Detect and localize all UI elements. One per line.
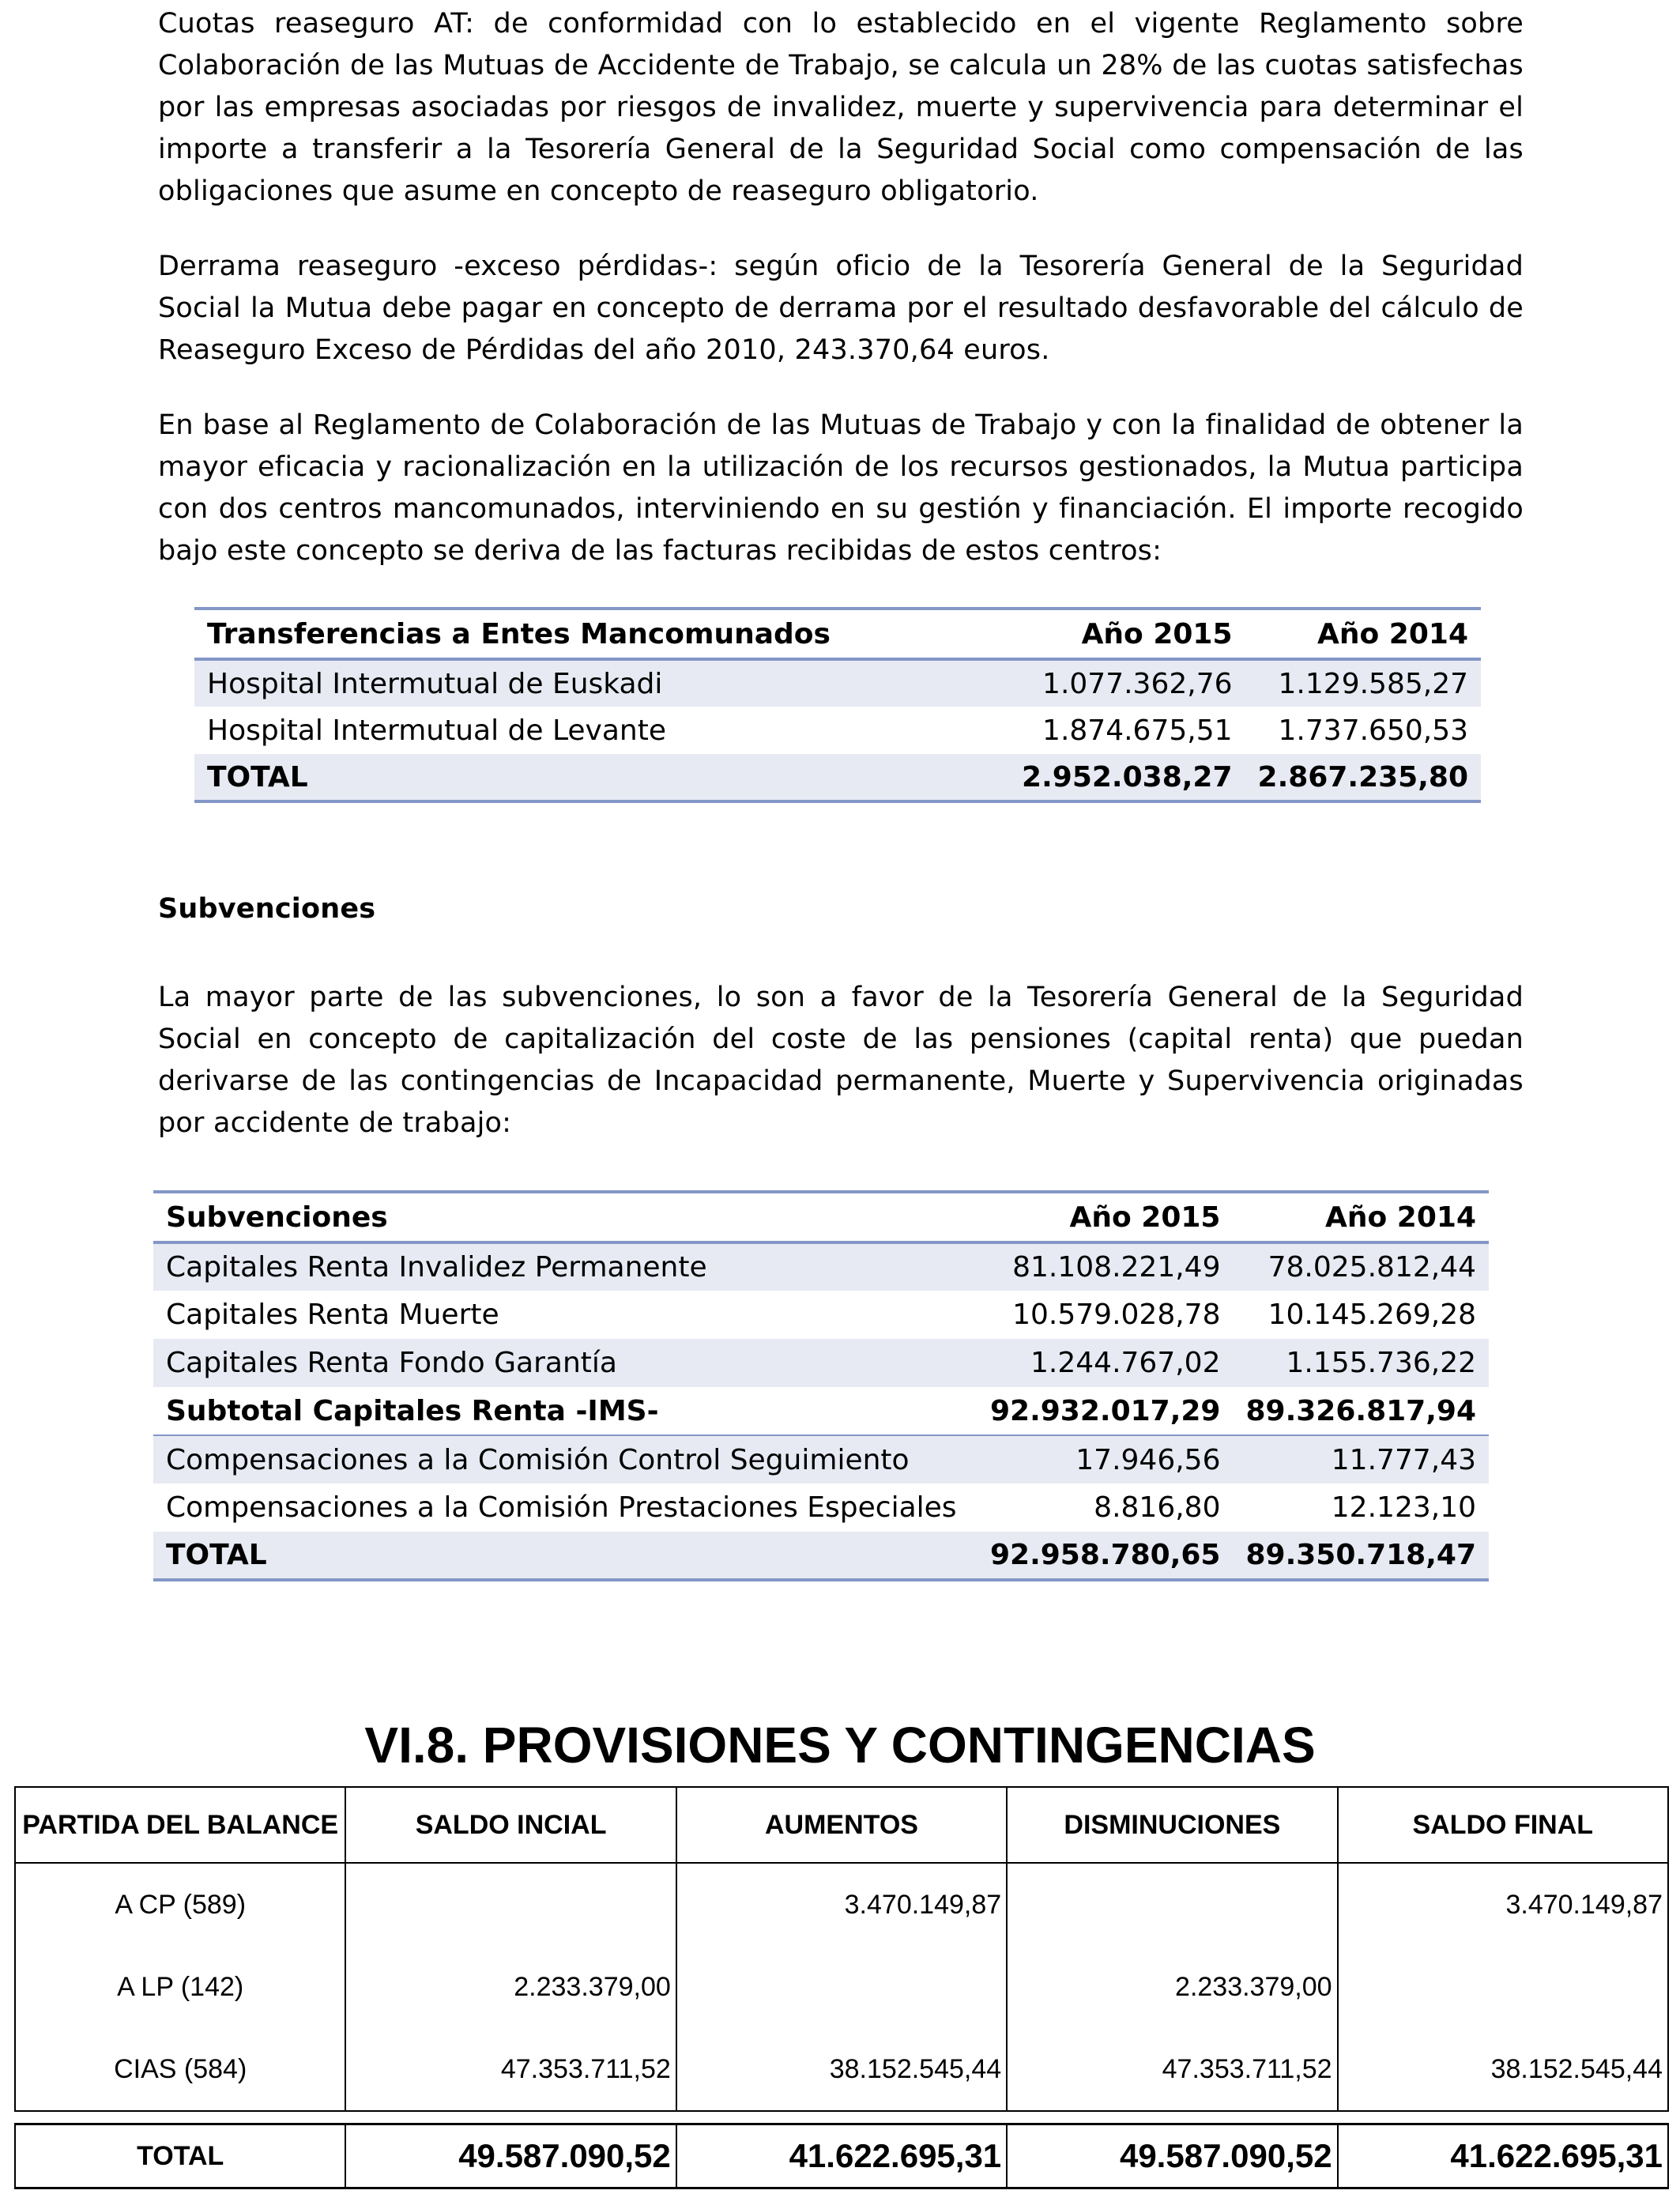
cell-value (676, 1946, 1007, 2028)
provisiones-table (14, 1786, 1669, 2112)
column-header: Año 2014 (1325, 1201, 1476, 1234)
cell-value (1007, 1863, 1337, 1946)
cell-value: 10.579.028,78 (1012, 1299, 1221, 1331)
subvenciones-table (153, 1190, 1489, 1581)
table-row (153, 1483, 1489, 1532)
row-label: Hospital Intermutual de Euskadi (194, 659, 1008, 707)
cell-value: 3.470.149,87 (1338, 1863, 1668, 1946)
cell-value: 12.123,10 (1331, 1491, 1476, 1524)
cell-value: 1.077.362,76 (1008, 659, 1245, 707)
cell-value: 1.244.767,02 (977, 1339, 1234, 1387)
column-header: Año 2014 (1317, 617, 1468, 650)
row-label: A CP (589) (15, 1863, 345, 1946)
subvenciones-heading: Subvenciones (158, 893, 376, 925)
cell-value: 2.867.235,80 (1245, 754, 1481, 801)
table-row (194, 659, 1481, 707)
cell-value: 47.353.711,52 (345, 2028, 676, 2111)
row-label: TOTAL (153, 1532, 977, 1580)
row-label: Capitales Renta Invalidez Permanente (153, 1242, 977, 1291)
total-row (194, 754, 1481, 801)
total-row (153, 1532, 1489, 1580)
column-header: PARTIDA DEL BALANCE (15, 1787, 345, 1863)
table-row (15, 2028, 1668, 2111)
column-header: SALDO INCIAL (345, 1787, 676, 1863)
cell-value: 89.350.718,47 (1233, 1532, 1489, 1580)
row-label: TOTAL (194, 754, 1008, 801)
table-row (15, 1863, 1668, 1946)
cell-value: 41.622.695,31 (676, 2124, 1007, 2188)
cell-value: 41.622.695,31 (1338, 2124, 1668, 2188)
section-title: VI.8. PROVISIONES Y CONTINGENCIAS (364, 1717, 1316, 1774)
cell-value (1338, 1946, 1668, 2028)
row-label: Compensaciones a la Comisión Prestaciones Especiales (166, 1491, 957, 1524)
table-row (194, 707, 1481, 754)
cell-value: 1.129.585,27 (1245, 659, 1481, 707)
cell-value: 89.326.817,94 (1245, 1394, 1476, 1427)
cell-value: 49.587.090,52 (1007, 2124, 1337, 2188)
cell-value (345, 1863, 676, 1946)
transferencias-table (194, 607, 1481, 803)
table-header-row (153, 1192, 1489, 1242)
table-row (153, 1339, 1489, 1387)
subtotal-row (153, 1387, 1489, 1435)
cell-value: 2.952.038,27 (1008, 754, 1245, 801)
row-label: Compensaciones a la Comisión Control Seguimiento (153, 1435, 977, 1483)
paragraph-cuotas-reaseguro: Cuotas reaseguro AT: de conformidad con lo establecido en el vigente Reglamento sobre Colaboración de las Mutuas de Accidente de Trabajo, se calcula un 28% de las cuotas satisfechas por las empresas asociadas por riesgos de invalidez, muerte y supervivencia para determinar el importe a transferir a la Tesorería General de la Seguridad Social como compensación de las obligaciones que asume en concepto de reaseguro obligatorio. (158, 8, 1524, 207)
column-header: Subvenciones (166, 1201, 388, 1234)
row-label: TOTAL (15, 2124, 345, 2188)
column-header: Año 2015 (1081, 617, 1233, 650)
row-label: CIAS (584) (15, 2028, 345, 2111)
row-label: Subtotal Capitales Renta -IMS- (166, 1394, 659, 1427)
column-header: DISMINUCIONES (1007, 1787, 1337, 1863)
cell-value: 1.874.675,51 (1042, 714, 1233, 747)
column-header: Transferencias a Entes Mancomunados (207, 617, 831, 650)
cell-value: 11.777,43 (1233, 1435, 1489, 1483)
cell-value: 78.025.812,44 (1233, 1242, 1489, 1291)
row-label: A LP (142) (15, 1946, 345, 2028)
row-label: Hospital Intermutual de Levante (207, 714, 666, 747)
cell-value: 38.152.545,44 (676, 2028, 1007, 2111)
cell-value: 47.353.711,52 (1007, 2028, 1337, 2111)
column-header: SALDO FINAL (1338, 1787, 1668, 1863)
table-row (153, 1291, 1489, 1339)
cell-value: 17.946,56 (977, 1435, 1234, 1483)
cell-value: 92.932.017,29 (989, 1394, 1221, 1427)
cell-value: 2.233.379,00 (345, 1946, 676, 2028)
cell-value: 3.470.149,87 (676, 1863, 1007, 1946)
cell-value: 81.108.221,49 (977, 1242, 1234, 1291)
row-label: Capitales Renta Muerte (166, 1299, 499, 1331)
cell-value: 10.145.269,28 (1268, 1299, 1476, 1331)
column-header: Año 2015 (1069, 1201, 1221, 1234)
table-row (153, 1435, 1489, 1483)
provisiones-total-table (14, 2123, 1669, 2189)
cell-value: 38.152.545,44 (1338, 2028, 1668, 2111)
table-header-row (194, 609, 1481, 659)
paragraph-subvenciones: La mayor parte de las subvenciones, lo son a favor de la Tesorería General de la Seguridad Social en concepto de capitalización del coste de las pensiones (capital renta) que puedan derivarse de las contingencias de Incapacidad permanente, Muerte y Supervivencia originadas por accidente de trabajo: (158, 982, 1524, 1139)
paragraph-centros-mancomunados: En base al Reglamento de Colaboración de las Mutuas de Trabajo y con la finalidad de obtener la mayor eficacia y racionalización en la utilización de los recursos gestionados, la Mutua participa con dos centros mancomunados, interviniendo en su gestión y financiación. El importe recogido bajo este concepto se deriva de las facturas recibidas de estos centros: (158, 409, 1524, 567)
cell-value: 1.155.736,22 (1233, 1339, 1489, 1387)
total-row (15, 2124, 1668, 2188)
table-row (153, 1242, 1489, 1291)
paragraph-derrama-reaseguro: Derrama reaseguro -exceso pérdidas-: según oficio de la Tesorería General de la Seguridad Social la Mutua debe pagar en concepto de derrama por el resultado desfavorable del cálculo de Reaseguro Exceso de Pérdidas del año 2010, 243.370,64 euros. (158, 251, 1524, 366)
cell-value: 1.737.650,53 (1278, 714, 1468, 747)
cell-value: 92.958.780,65 (977, 1532, 1234, 1580)
cell-value: 8.816,80 (1094, 1491, 1221, 1524)
cell-value: 2.233.379,00 (1007, 1946, 1337, 2028)
table-header-row (15, 1787, 1668, 1863)
cell-value: 49.587.090,52 (345, 2124, 676, 2188)
table-row (15, 1946, 1668, 2028)
row-label: Capitales Renta Fondo Garantía (153, 1339, 977, 1387)
column-header: AUMENTOS (676, 1787, 1007, 1863)
